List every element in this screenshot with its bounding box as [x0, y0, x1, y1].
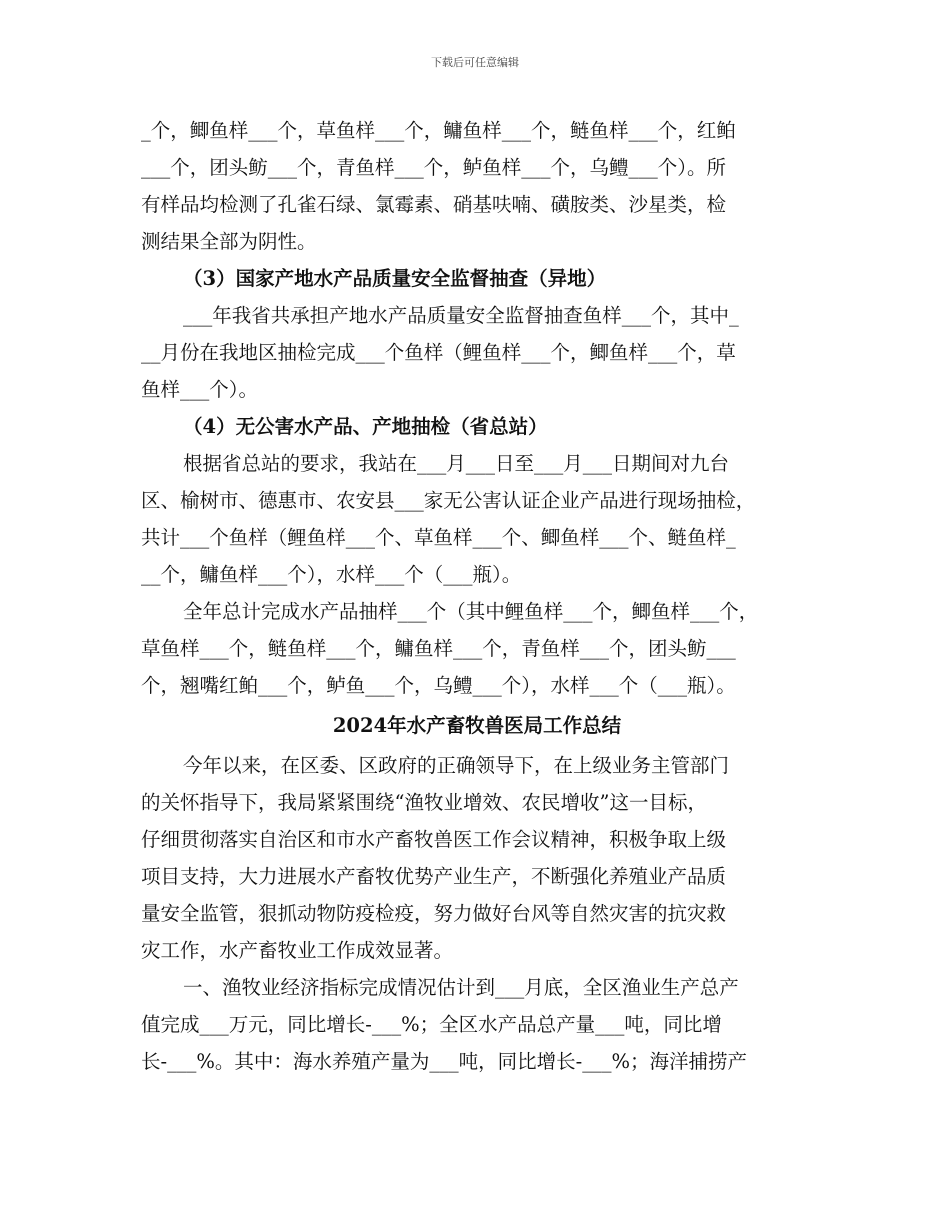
page-header: 下载后可任意编辑 [431, 56, 519, 69]
paragraph-line: 的关怀指导下，我局紧紧围绕“渔牧业增效、农民增收”这一目标， [141, 791, 707, 814]
paragraph-line: 共计___个鱼样（鲤鱼样___个、草鱼样___个、鲫鱼样___个、鲢鱼样_ [141, 526, 736, 549]
paragraph-line: 今年以来，在区委、区政府的正确领导下，在上级业务主管部门 [183, 754, 730, 777]
paragraph-line: 量安全监管，狠抓动物防疫检疫，努力做好台风等自然灾害的抗灾救 [141, 902, 727, 925]
paragraph-line: __月份在我地区抽检完成___个鱼样（鲤鱼样___个，鲫鱼样___个，草 [141, 341, 736, 364]
paragraph-line: 测结果全部为阴性。 [141, 230, 317, 253]
paragraph-line: 草鱼样___个，鲢鱼样___个，鳙鱼样___个，青鱼样___个，团头鲂___ [141, 637, 736, 660]
paragraph-line: 全年总计完成水产品抽样___个（其中鲤鱼样___个，鲫鱼样___个， [183, 600, 759, 623]
paragraph-line: ___年我省共承担产地水产品质量安全监督抽查鱼样___个，其中_ [183, 304, 739, 327]
paragraph-line: 项目支持，大力进展水产畜牧优势产业生产，不断强化养殖业产品质 [141, 865, 727, 888]
paragraph-line: 个，翘嘴红鲌___个，鲈鱼___个，乌鳢___个），水样___个（___瓶）。 [141, 674, 736, 697]
paragraph-line: 值完成___万元，同比增长-___%；全区水产品总产量___吨，同比增 [141, 1013, 722, 1036]
paragraph-line: 仔细贯彻落实自治区和市水产畜牧兽医工作会议精神，积极争取上级 [141, 828, 727, 851]
paragraph-line: __个，鳙鱼样___个），水样___个（___瓶）。 [141, 563, 522, 586]
paragraph-line: 有样品均检测了孔雀石绿、氯霉素、硝基呋喃、磺胺类、沙星类，检 [141, 193, 727, 216]
paragraph-line: 根据省总站的要求，我站在___月___日至___月___日期间对九台 [183, 452, 730, 475]
document-body [141, 112, 813, 1080]
paragraph-line: 长-___%。其中：海水养殖产量为___吨，同比增长-___%；海洋捕捞产 [141, 1050, 747, 1073]
document-title: 2024年水产畜牧兽医局工作总结 [332, 714, 622, 737]
paragraph-line: 鱼样___个）。 [141, 378, 259, 401]
paragraph-line: 灾工作，水产畜牧业工作成效显著。 [141, 939, 454, 962]
section-heading-3: （3）国家产地水产品质量安全监督抽查（异地） [183, 267, 607, 290]
section-heading-4: （4）无公害水产品、产地抽检（省总站） [183, 415, 548, 438]
paragraph-line: 一、渔牧业经济指标完成情况估计到___月底，全区渔业生产总产 [183, 976, 739, 999]
paragraph-line: _个，鲫鱼样___个，草鱼样___个，鳙鱼样___个，鲢鱼样___个，红鲌 [141, 119, 736, 142]
paragraph-line: ___个，团头鲂___个，青鱼样___个，鲈鱼样___个，乌鳢___个）。所 [141, 156, 727, 179]
paragraph-line: 区、榆树市、德惠市、农安县___家无公害认证企业产品进行现场抽检， [141, 489, 756, 512]
